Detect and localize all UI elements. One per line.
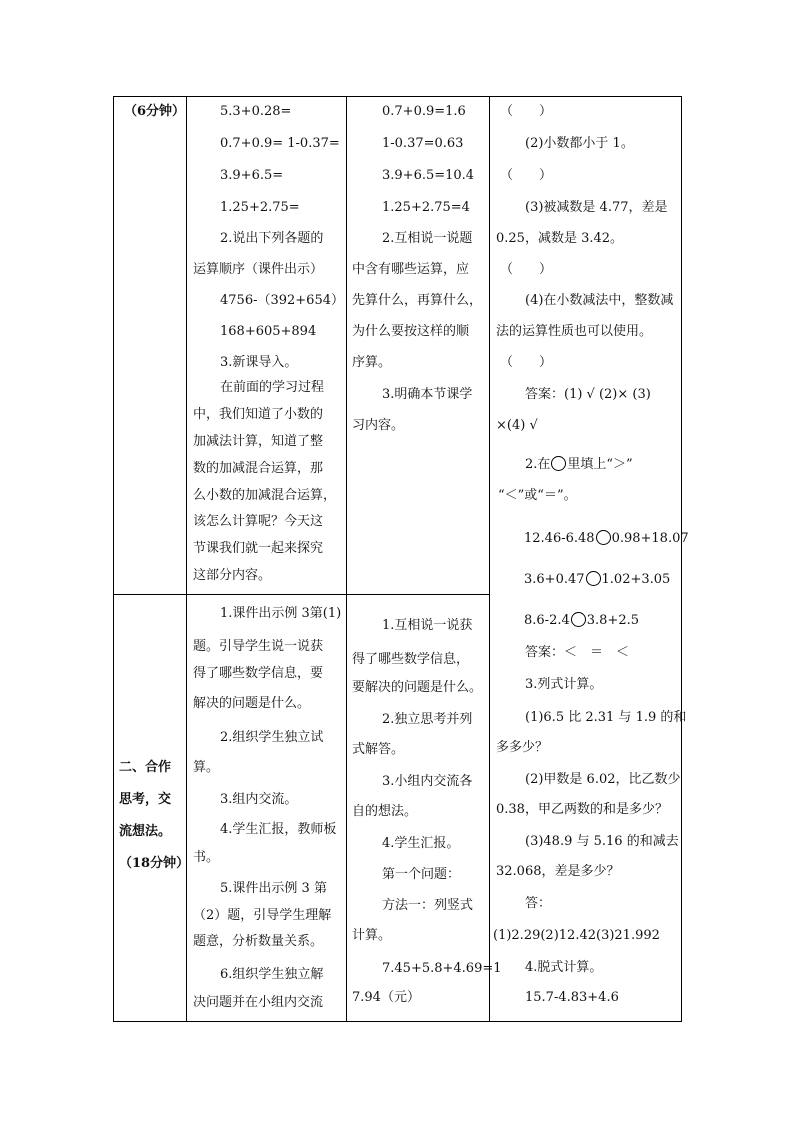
table-border-bottom: [113, 1021, 682, 1022]
text-line: ×(4) √: [496, 418, 538, 433]
stage-title-line: 二、合作: [119, 760, 172, 775]
text-line: 2.组织学生独立试: [220, 730, 324, 745]
table-border-top: [113, 96, 682, 97]
row-divider: [113, 594, 489, 595]
text-line: 1.互相说一说获: [382, 618, 473, 633]
text-line: 式解答。: [352, 742, 405, 757]
text-line: (1)2.29(2)12.42(3)21.992: [493, 928, 660, 943]
text-line: 4.学生汇报，教师板: [220, 822, 337, 837]
text-line: 3.9+6.5=: [220, 168, 284, 183]
text-line: 么小数的加减混合运算，: [193, 488, 337, 503]
text-line: 3.组内交流。: [220, 792, 298, 807]
question-2-line-2: “＜”或“＝”。: [498, 488, 577, 503]
text-line: 这部分内容。: [193, 568, 272, 583]
text-line: 5.课件出示例 3 第: [220, 881, 327, 896]
stage-title-line: 流想法。: [119, 824, 172, 839]
compare-left: 3.6+0.47: [524, 572, 585, 587]
text-line: 解决的问题是什么。: [193, 696, 311, 711]
text-line: 1.课件出示例 3第(1): [220, 606, 342, 621]
text-line: 数的加减混合运算，那: [193, 461, 324, 476]
text-line: 1.25+2.75=: [220, 200, 300, 215]
text-line: 6.组织学生独立解: [220, 967, 324, 982]
text-line: 3.小组内交流各: [382, 774, 473, 789]
text-line: 运算顺序（课件出示）: [193, 262, 324, 277]
text-line: 书。: [193, 850, 220, 865]
compare-right: 1.02+3.05: [601, 572, 671, 587]
text-line: 0.25，减数是 3.42。: [496, 231, 624, 246]
text-line: 5.3+0.28=: [220, 104, 292, 119]
text-line: 2.独立思考并列: [382, 712, 473, 727]
text-line: 答案：(1) √ (2)× (3): [525, 387, 651, 402]
circle-blank-icon: [586, 571, 601, 586]
text-line: 决问题并在小组内交流: [193, 995, 324, 1010]
text-line: 法的运算性质也可以使用。: [496, 324, 653, 339]
text-line: 题。引导学生说一说获: [193, 639, 324, 654]
text-line: 算。: [193, 760, 220, 775]
text-line: 得了哪些数学信息，: [352, 652, 470, 667]
compare-item: [524, 612, 639, 629]
text-line: 该怎么计算呢？今天这: [193, 514, 324, 529]
circle-blank-icon: [551, 456, 566, 471]
text-line: 0.7+0.9= 1-0.37=: [220, 136, 340, 151]
circle-blank-icon: [571, 612, 586, 627]
text-line: 4756-（392+654）: [220, 293, 344, 308]
text-line: 15.7-4.83+4.6: [525, 990, 619, 1005]
text-line: 0.38，甲乙两数的和是多少？: [496, 802, 668, 817]
text-line: 先算什么，再算什么，: [352, 293, 483, 308]
question-2-line-1: [525, 456, 633, 473]
text-line: 中含有哪些运算，应: [352, 262, 470, 277]
text-line: （2）题，引导学生理解: [193, 908, 332, 923]
text-line: 7.45+5.8+4.69=1: [382, 961, 502, 976]
text-line: 题意，分析数量关系。: [193, 934, 324, 949]
column-divider-2: [346, 96, 347, 1022]
text-line: （ ）: [500, 104, 553, 119]
stage-time-1: （6分钟）: [124, 104, 186, 119]
text-line: 习内容。: [352, 418, 405, 433]
stage-time-2: （18分钟）: [119, 856, 190, 871]
text-line: (3)48.9 与 5.16 的和减去: [525, 834, 679, 849]
text-line: (3)被减数是 4.77，差是: [525, 200, 668, 215]
text-line: 7.94（元）: [352, 990, 420, 1005]
compare-left: 8.6-2.4: [524, 613, 570, 628]
column-divider-3: [489, 96, 490, 1022]
text-line: 序算。: [352, 355, 392, 370]
text-line: 3.列式计算。: [525, 677, 603, 692]
text-line: 节课我们就一起来探究: [193, 541, 324, 556]
text-line: 4.学生汇报。: [382, 836, 460, 851]
text-line: 2.互相说一说题: [382, 231, 473, 246]
text-line: 计算。: [352, 928, 392, 943]
text-line: (2)甲数是 6.02，比乙数少: [525, 772, 681, 787]
text-line: 得了哪些数学信息，要: [193, 666, 324, 681]
text-line: 方法一：列竖式: [382, 898, 474, 913]
text-line: （ ）: [500, 168, 553, 183]
q2-suffix: 里填上“＞”: [567, 457, 633, 472]
text-line: 1-0.37=0.63: [382, 136, 464, 151]
text-line: 加减法计算，知道了整: [193, 434, 324, 449]
text-line: 自的想法。: [352, 804, 418, 819]
text-line: 要解决的问题是什么。: [352, 680, 483, 695]
text-line: 1.25+2.75=4: [382, 200, 470, 215]
text-line: (4)在小数减法中，整数减: [525, 293, 674, 308]
compare-left: 12.46-6.48: [524, 531, 595, 546]
text-line: 32.068，差是多少？: [496, 864, 620, 879]
compare-item: [524, 530, 689, 547]
text-line: （ ）: [500, 262, 553, 277]
text-line: (2)小数都小于 1。: [525, 136, 634, 151]
text-line: 为什么要按这样的顺: [352, 324, 470, 339]
text-line: 0.7+0.9=1.6: [382, 104, 466, 119]
text-line: 3.9+6.5=10.4: [382, 168, 475, 183]
text-line: 在前面的学习过程: [220, 380, 325, 395]
text-line: 168+605+894: [220, 324, 317, 339]
text-line: 2.说出下列各题的: [220, 231, 324, 246]
table-border-right: [681, 96, 682, 1022]
text-line: 3.明确本节课学: [382, 387, 473, 402]
text-line: 第一个问题：: [382, 867, 461, 882]
column-divider-1: [186, 96, 187, 1022]
circle-blank-icon: [596, 530, 611, 545]
text-line: 4.脱式计算。: [525, 960, 603, 975]
text-line: （ ）: [500, 355, 553, 370]
text-line: (1)6.5 比 2.31 与 1.9 的和: [525, 710, 687, 725]
stage-title-line: 思考，交: [119, 792, 172, 807]
compare-item: [524, 571, 670, 588]
answer-2: 答案：＜ ＝ ＜: [525, 645, 630, 660]
text-line: 答：: [525, 896, 552, 911]
text-line: 多多少？: [496, 740, 549, 755]
compare-right: 0.98+18.07: [611, 531, 689, 546]
text-line: 中，我们知道了小数的: [193, 407, 324, 422]
compare-right: 3.8+2.5: [586, 613, 639, 628]
text-line: 3.新课导入。: [220, 355, 298, 370]
table-border-left: [113, 96, 114, 1022]
q2-prefix: 2.在: [525, 457, 551, 472]
